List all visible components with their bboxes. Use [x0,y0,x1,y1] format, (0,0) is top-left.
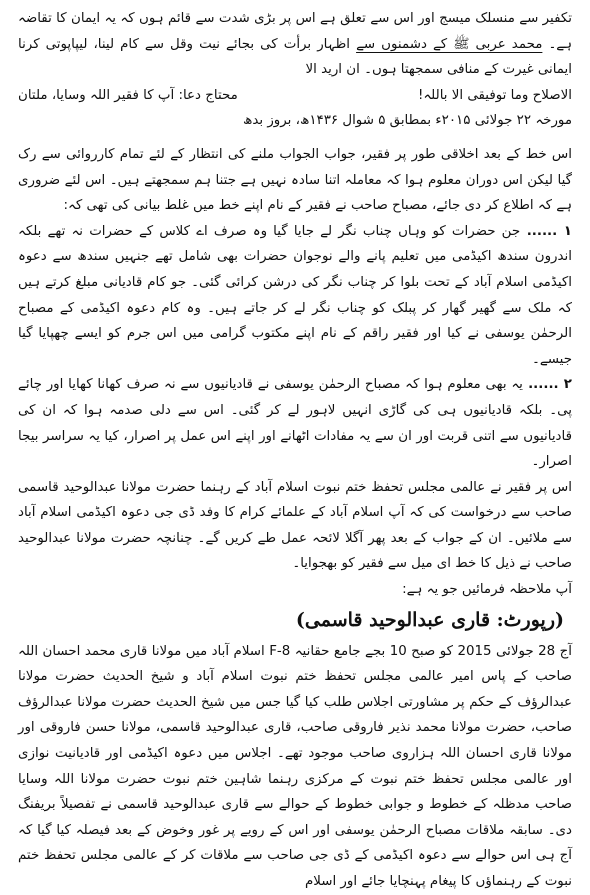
paragraph-3-number: ۲ ...... [522,377,572,393]
paragraph-3-text: یہ بھی معلوم ہوا کہ مصباح الرحمٰن یوسفی نے قادیانیوں سے نہ صرف کھانا کھایا اور چائے پی۔ بلکہ قادیانیوں ہی کی گاڑی انہیں لاہور لے کر گئی۔ اس سے دلی صدمہ ہوا کہ ان کی قادیانیوں سے اتنی قربت اور ان سے یہ مفادات اٹھانے اور اپنے اس عمل پر اصرار، کیا یہ سراسر بیجا اصرار۔ [18,377,572,470]
paragraph-2 [18,219,572,373]
report-body: آج 28 جولائی 2015 کو صبح 10 بجے جامع حقانیہ F-8 اسلام آباد میں مولانا قاری محمد احسان اللہ صاحب کے پاس امیر عالمی مجلس تحفظ ختم نبوت اسلام آباد و شیخ الحدیث حضرت مولانا عبدالرؤف کے حکم پر مشاورتی اجلاس طلب کیا گیا جس میں شیخ الحدیث حضرت مولانا عبدالرؤف صاحب، حضرت مولانا محمد نذیر فاروقی صاحب، قاری عبدالوحید قاسمی، مولانا حسن فاروقی اور مولانا قاری احسان اللہ ہزاروی صاحب موجود تھے۔ اجلاس میں دعوہ اکیڈمی اور قادیانیت نوازی اور عالمی مجلس تحفظ ختم نبوت کے مرکزی رہنما شاہین ختم نبوت حضرت مولانا اللہ وسایا صاحب مدظلہ کے خطوط و جوابی خطوط کے حوالے سے قاری عبدالوحید قاسمی نے تفصیلاً بریفنگ دی۔ سابقہ ملاقات مصباح الرحمٰن یوسفی اور اس کے رویے پر غور وخوض کے بعد فیصلہ کیا گیا کہ آج ہی اس حوالے سے دعوہ اکیڈمی کے ڈی جی صاحب سے ملاقات کر کے عالمی مجلس تحفظ ختم نبوت کے رہنماؤں کا پیغام پہنچایا جائے اور اسلام [18,643,573,889]
intro-text-c: اظہار برأت کی بجائے نیت وقل سے کام لینا، لیپاپوتی کرنا ایمانی غیرت کے منافی سمجھتا ہوں۔ ان ارید الا [18,36,572,78]
paragraph-1: اس خط کے بعد اخلاقی طور پر فقیر، جواب الجواب ملنے کی انتظار کے لئے تمام کارروائی سے رک گیا لیکن اس دوران معلوم ہوا کہ معاملہ اتنا سادہ نہیں ہے جتنا ہم سمجھتے ہیں۔ اس لئے ضروری ہے کہ اطلاع کر دی جائے، مصباح صاحب نے فقیر کے نام اپنے خط میں غلط بیانی کی تھی کہ: [18,146,572,214]
paragraph-5: آپ ملاحظہ فرمائیں جو یہ ہے: [402,582,572,598]
signature: محتاج دعا: آپ کا فقیر اللہ وسایا، ملتان [18,87,238,103]
paragraph-3 [18,372,572,474]
paragraph-4: اس پر فقیر نے عالمی مجلس تحفظ ختم نبوت اسلام آباد کے رہنما حضرت مولانا عبدالوحید قاسمی صاحب سے درخواست کی کہ آپ اسلام آباد کے علمائے کرام کا وفد ڈی جی دعوہ اکیڈمی اسلام آباد سے ملائیں۔ ان کے جواب کے بعد پھر آگلا لائحہ عمل طے کریں گے۔ چنانچہ حضرت مولانا عبدالوحید صاحب نے ذیل کا خط ای میل سے فقیر کو بھجوایا۔ [18,479,572,572]
intro-text-a: تکفیر سے منسلک میسج اور اس سے تعلق ہے اس پر بڑی شدت سے قائم ہوں کہ یہ ایمان کا تقاضہ ہے۔ [18,11,572,52]
date-line: مورخہ ۲۲ جولائی ۲۰۱۵ء بمطابق ۵ شوال ۱۴۳۶ھ، بروز بدھ [242,113,572,129]
report-heading: (رپورٹ: قاری عبدالوحید قاسمی) [295,608,564,631]
closing-row [18,83,572,109]
paragraph-2-text: جن حضرات کو وہاں چناب نگر لے جایا گیا وہ صرف اے کلاس کے حضرات نہ تھے بلکہ اندرون سندھ اکیڈمی میں تعلیم پانے والے نوجوان حضرات بھی شامل تھے جنہیں سندھ سے دعوہ اکیڈمی اسلام آباد کے تحت بلوا کر چناب نگر کی درشن کرائی گئی۔ جو کام قادیانی مبلغ کرتے ہیں کہ ملک سے گھیر گھار کر پبلک کو چناب نگر لے کر جاتے ہیں۔ وہ کام دعوہ اکیڈمی کے مصباح الرحمٰن یوسفی نے کیا اور فقیر راقم کے نام اپنے مکتوب گرامی میں اس جرم کو ایسے چھپایا گیا جیسے۔ [18,223,572,367]
spacer [18,134,572,142]
intro-underlined-phrase: محمد عربی ﷺ کے دشمنوں سے [356,36,543,52]
paragraph-2-number: ۱ ...... [520,223,572,239]
closing-line: الاصلاح وما توفیقی الا باللہ! [417,87,572,103]
letter-intro [18,6,572,83]
